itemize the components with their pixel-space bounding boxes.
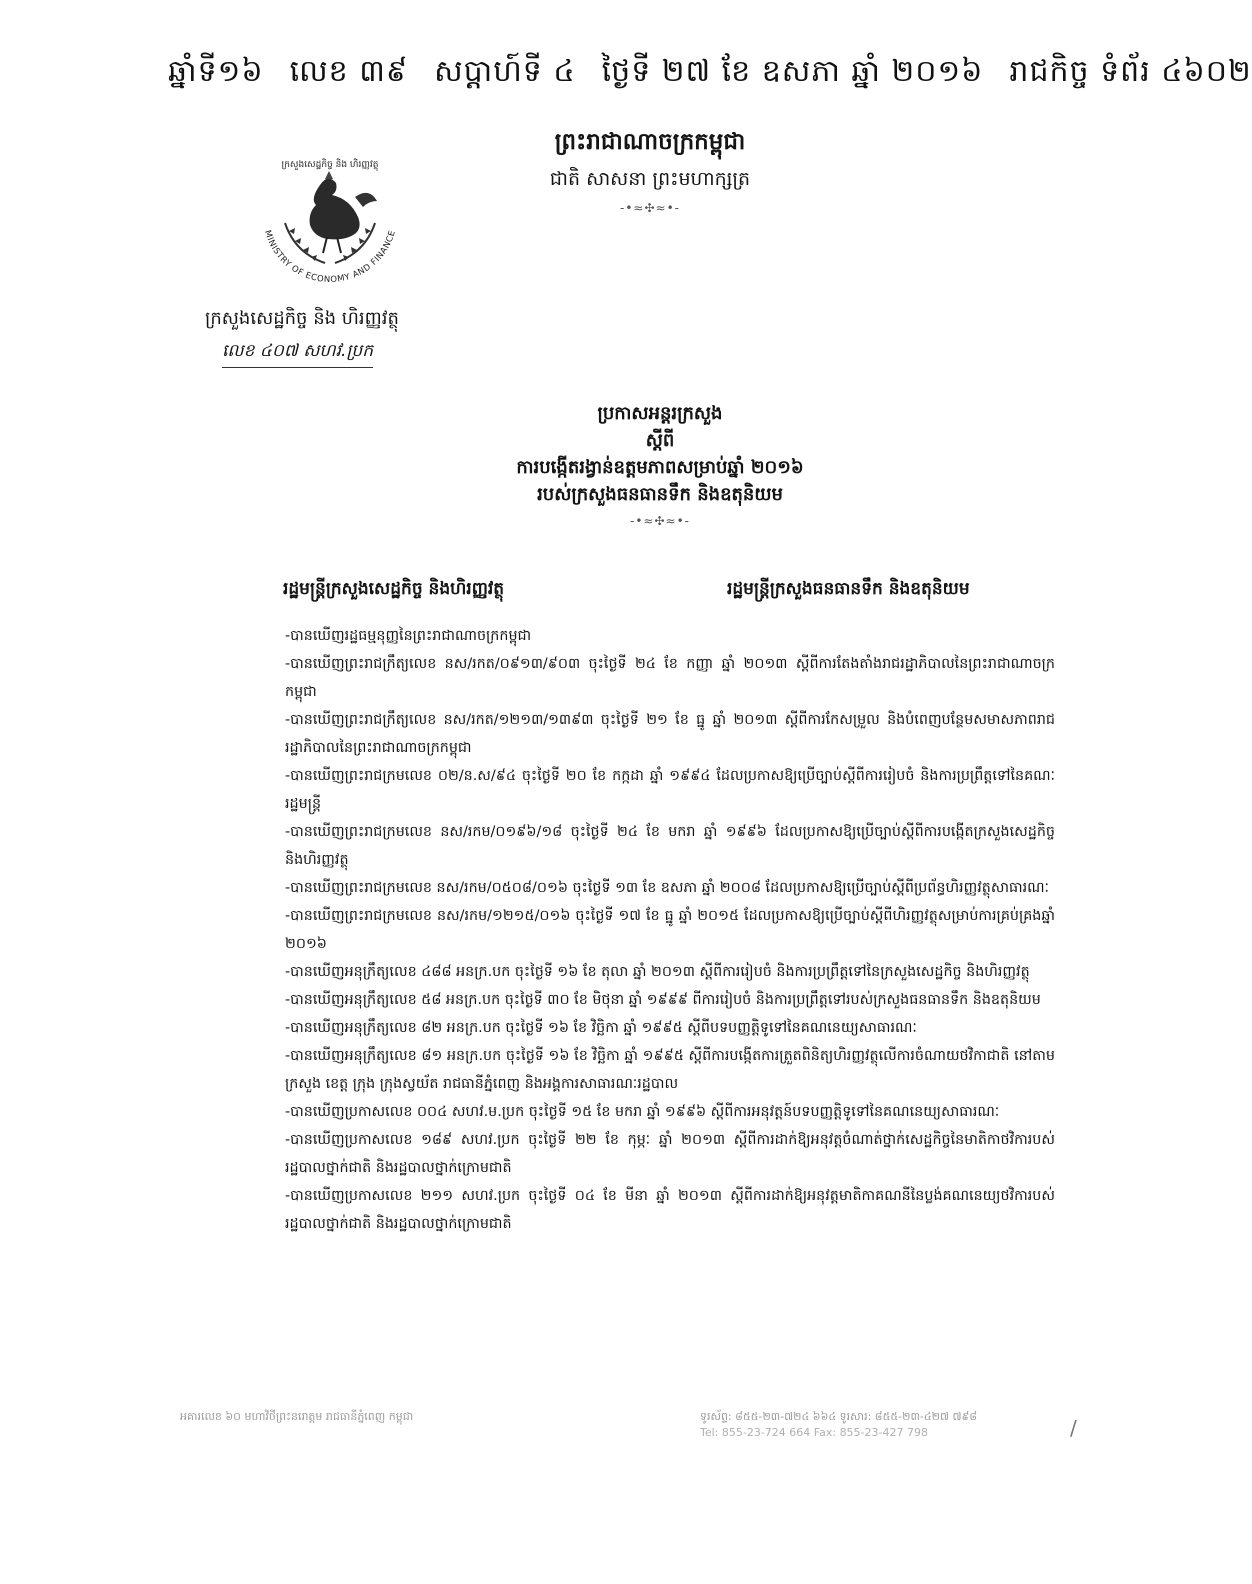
consideration-item: -បានឃើញអនុក្រឹត្យលេខ ៥៨ អនក្រ.បក ចុះថ្ងៃទី ៣០ ខែ មិថុនា ឆ្នាំ ១៩៩៩ ពីការរៀបចំ និងការប្រព្រឹត្តទៅរបស់ក្រសួងធនធានទឹក និងឧតុនិយម <box>285 992 1041 1008</box>
footer-phone: ទូរស័ព្ទ: ៨៥៥-២៣-៧២៤ ៦៦៤ ទូរសារ: ៨៥៥-២៣-៤២៧ ៧៩៨ <box>700 1410 978 1423</box>
consideration-item: -បានឃើញព្រះរាជក្រឹត្យលេខ នស/រកត/១២១៣/១៣៩៣ ចុះថ្ងៃទី ២១ ខែ ធ្នូ ឆ្នាំ ២០១៣ ស្តីពីការកែសម្រួល និងបំពេញបន្ថែមសមាសភាពរាជរដ្ឋាភិបាលនៃព្រះរាជាណាចក្រកម្ពុជា <box>285 712 1055 756</box>
consideration-item: -បានឃើញព្រះរាជក្រមលេខ នស/រកម/០៥០៨/០១៦ ចុះថ្ងៃទី ១៣ ខែ ឧសភា ឆ្នាំ ២០០៨ ដែលប្រកាសឱ្យប្រើច្បាប់ស្តីពីប្រព័ន្ធហិរញ្ញវត្ថុសាធារណៈ <box>285 880 1049 896</box>
consideration-item: -បានឃើញប្រកាសលេខ ២១១ សហវ.ប្រក ចុះថ្ងៃទី ០៤ ខែ មីនា ឆ្នាំ ២០១៣ ស្តីពីការដាក់ឱ្យអនុវត្តមាតិកាគណនីនៃប្លង់គណនេយ្យថវិការបស់រដ្ឋបាលថ្នាក់ជាតិ និងរដ្ឋបាលថ្នាក់ក្រោមជាតិ <box>285 1188 1055 1232</box>
title-line-2: ស្តីពី <box>645 430 675 451</box>
gazette-header <box>168 52 1252 96</box>
footer-fax: Tel: 855-23-724 664 Fax: 855-23-427 798 <box>700 1426 928 1439</box>
seal-top-text: ក្រសួងសេដ្ឋកិច្ច និង ហិរញ្ញវត្ថុ <box>281 160 379 170</box>
gazette-week: សប្តាហ៍ទី ៤ <box>434 54 576 89</box>
consideration-item: -បានឃើញព្រះរាជក្រមលេខ ០២/ន.ស/៩៤ ចុះថ្ងៃទី ២០ ខែ កក្កដា ឆ្នាំ ១៩៩៤ ដែលប្រកាសឱ្យប្រើច្បាប់ស្តីពីការរៀបចំ និងការប្រព្រឹត្តទៅនៃគណៈរដ្ឋមន្ត្រី <box>285 768 1055 812</box>
ministry-seal-logo <box>245 145 415 295</box>
gazette-page-number: រាជកិច្ច ទំព័រ ៤៦០២ <box>1009 54 1252 89</box>
gazette-issue: លេខ ៣៩ <box>289 54 409 89</box>
page-footer <box>180 1410 1080 1450</box>
consideration-item: -បានឃើញប្រកាសលេខ ១៨៩ សហវ.ប្រក ចុះថ្ងៃទី ២២ ខែ កុម្ភៈ ឆ្នាំ ២០១៣ ស្តីពីការដាក់ឱ្យអនុវត្តចំណាត់ថ្នាក់សេដ្ឋកិច្ចនៃមាតិកាថវិការបស់រដ្ឋបាលថ្នាក់ជាតិ និងរដ្ឋបាលថ្នាក់ក្រោមជាតិ <box>285 1132 1055 1176</box>
gazette-date: ថ្ងៃទី ២៧ ខែ ឧសភា ឆ្នាំ ២០១៦ <box>601 54 984 89</box>
consideration-item: -បានឃើញអនុក្រឹត្យលេខ ៤៨៨ អនក្រ.បក ចុះថ្ងៃទី ១៦ ខែ តុលា ឆ្នាំ ២០១៣ ស្តីពីការរៀបចំ និងការប្រព្រឹត្តទៅនៃក្រសួងសេដ្ឋកិច្ច និងហិរញ្ញវត្ថុ <box>285 964 1030 980</box>
ornament-divider: -•≈✣≈•- <box>620 201 680 215</box>
footer-address: អគារលេខ ៦០ មហាវិថីព្រះនរោត្តម រាជធានីភ្នំពេញ កម្ពុជា <box>180 1410 414 1423</box>
consideration-item: -បានឃើញព្រះរាជក្រឹត្យលេខ នស/រកត/០៩១៣/៩០៣ ចុះថ្ងៃទី ២៤ ខែ កញ្ញា ឆ្នាំ ២០១៣ ស្តីពីការតែងតាំងរាជរដ្ឋាភិបាលនៃព្រះរាជាណាចក្រកម្ពុជា <box>285 656 1055 700</box>
reference-number: លេខ ៤០៧ សហវ.ប្រក <box>222 340 373 368</box>
kingdom-title: ព្រះរាជាណាចក្រកម្ពុជា <box>554 129 746 155</box>
ministry-name: ក្រសួងសេដ្ឋកិច្ច និង ហិរញ្ញវត្ថុ <box>205 308 399 329</box>
title-ornament-divider: -•≈✣≈•- <box>630 514 690 528</box>
kingdom-heading <box>470 128 830 215</box>
title-line-3: ការបង្កើតរង្វាន់ឧត្តមភាពសម្រាប់ឆ្នាំ ២០១៦ <box>516 457 804 478</box>
kingdom-motto: ជាតិ សាសនា ព្រះមហាក្សត្រ <box>549 168 751 190</box>
gazette-year: ឆ្នាំទី១៦ <box>168 54 264 89</box>
consideration-item: -បានឃើញអនុក្រឹត្យលេខ ៨២ អនក្រ.បក ចុះថ្ងៃទី ១៦ ខែ វិច្ឆិកា ឆ្នាំ ១៩៩៥ ស្តីពីបទបញ្ញត្តិទូទៅនៃគណនេយ្យសាធារណៈ <box>285 1020 917 1036</box>
minister-economy-finance: រដ្ឋមន្ត្រីក្រសួងសេដ្ឋកិច្ច និងហិរញ្ញវត្ថុ <box>283 579 505 599</box>
considerations-list <box>285 622 1055 1238</box>
consideration-item: -បានឃើញរដ្ឋធម្មនុញ្ញនៃព្រះរាជាណាចក្រកម្ពុជា <box>285 628 532 644</box>
document-title <box>330 400 990 528</box>
title-line-1: ប្រកាសអន្តរក្រសួង <box>597 403 723 424</box>
minister-water-resources: រដ្ឋមន្ត្រីក្រសួងធនធានទឹក និងឧតុនិយម <box>727 579 970 599</box>
title-line-4: របស់ក្រសួងធនធានទឹក និងឧតុនិយម <box>537 484 783 505</box>
scan-mark: / <box>1070 1416 1077 1440</box>
consideration-item: -បានឃើញប្រកាសលេខ ០០៤ សហវ.ម.ប្រក ចុះថ្ងៃទី ១៥ ខែ មករា ឆ្នាំ ១៩៩៦ ស្តីពីការអនុវត្តន៍បទបញ្ញត្តិទូទៅនៃគណនេយ្យសាធារណៈ <box>285 1104 1000 1120</box>
rooster-emblem-icon <box>245 145 415 295</box>
consideration-item: -បានឃើញអនុក្រឹត្យលេខ ៨១ អនក្រ.បក ចុះថ្ងៃទី ១៦ ខែ វិច្ឆិកា ឆ្នាំ ១៩៩៥ ស្តីពីការបង្កើតការត្រួតពិនិត្យហិរញ្ញវត្ថុលើការចំណាយថវិកាជាតិ នៅតាមក្រសួង ខេត្ត ក្រុង ក្រុងស្វយ័ត រាជធានីភ្នំពេញ និងអង្គការសាធារណៈរដ្ឋបាល <box>285 1048 1055 1092</box>
consideration-item: -បានឃើញព្រះរាជក្រមលេខ នស/រកម/១២១៥/០១៦ ចុះថ្ងៃទី ១៧ ខែ ធ្នូ ឆ្នាំ ២០១៥ ដែលប្រកាសឱ្យប្រើច្បាប់ស្តីពីហិរញ្ញវត្ថុសម្រាប់ការគ្រប់គ្រងឆ្នាំ ២០១៦ <box>285 908 1055 952</box>
consideration-item: -បានឃើញព្រះរាជក្រមលេខ នស/រកម/០១៩៦/១៨ ចុះថ្ងៃទី ២៤ ខែ មករា ឆ្នាំ ១៩៩៦ ដែលប្រកាសឱ្យប្រើច្បាប់ស្តីពីការបង្កើតក្រសួងសេដ្ឋកិច្ច និងហិរញ្ញវត្ថុ <box>285 824 1055 868</box>
seal-ring-text: MINISTRY OF ECONOMY AND FINANCE <box>261 229 398 286</box>
